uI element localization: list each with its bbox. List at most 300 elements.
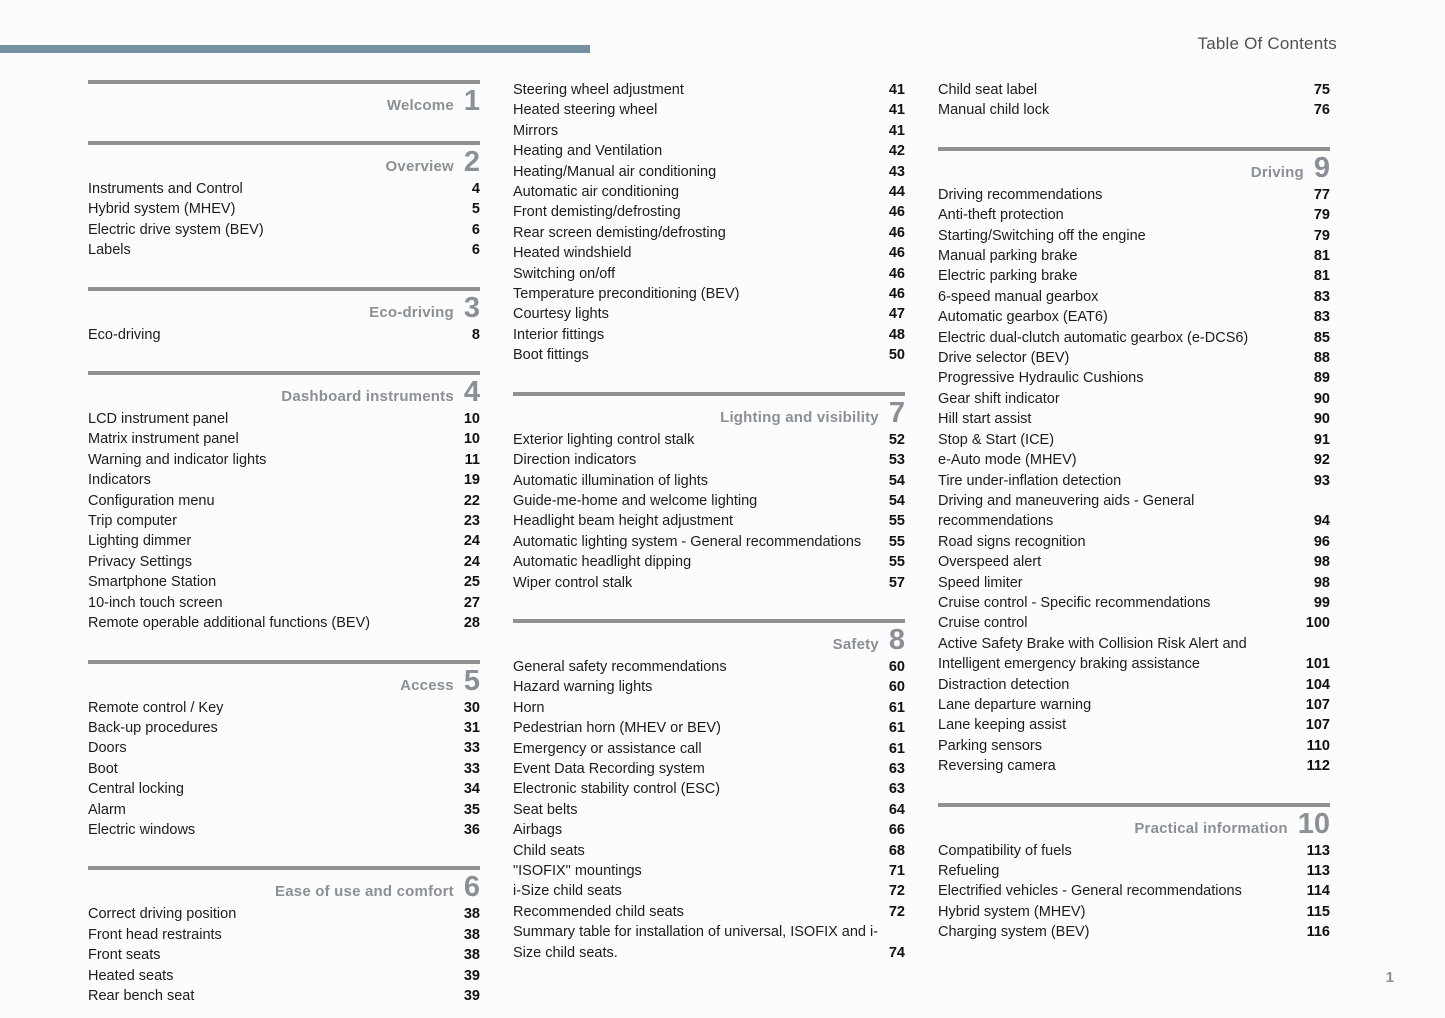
toc-entry[interactable] <box>938 389 1330 409</box>
toc-entry[interactable] <box>513 718 905 738</box>
toc-entry-label: Gear shift indicator <box>938 390 1060 407</box>
toc-entry-page: 30 <box>463 699 480 716</box>
toc-entry-page: 61 <box>888 740 905 757</box>
section-number: 1 <box>463 85 480 117</box>
toc-entry-page: 110 <box>1306 737 1330 754</box>
toc-entry[interactable] <box>88 593 480 613</box>
toc-entry-page: 114 <box>1306 883 1330 900</box>
toc-entry-label: Configuration menu <box>88 492 215 509</box>
toc-entry-label: Progressive Hydraulic Cushions <box>938 370 1144 387</box>
toc-entry-label: Heated windshield <box>513 245 632 262</box>
toc-entries <box>88 904 480 1006</box>
toc-entry-label: Charging system (BEV) <box>938 924 1090 941</box>
toc-entry-label: 6-speed manual gearbox <box>938 288 1099 305</box>
toc-entry-label: Speed limiter <box>938 574 1023 591</box>
toc-entry-label: Seat belts <box>513 801 578 818</box>
toc-entry-label: Exterior lighting control stalk <box>513 431 695 448</box>
toc-section <box>938 803 1330 943</box>
toc-entry[interactable] <box>513 471 905 491</box>
toc-entry-label: Back-up procedures <box>88 719 218 736</box>
toc-entry[interactable] <box>513 121 905 141</box>
toc-entry-page: 104 <box>1305 676 1330 693</box>
toc-entry-label: Manual child lock <box>938 102 1050 119</box>
toc-entry[interactable] <box>938 613 1330 633</box>
toc-entry-label: Driving recommendations <box>938 186 1103 203</box>
toc-entry[interactable] <box>938 348 1330 368</box>
section-rule <box>513 392 905 396</box>
toc-entry-label: Refueling <box>938 863 1000 879</box>
toc-entry[interactable] <box>513 657 905 677</box>
toc-entry[interactable] <box>938 756 1330 776</box>
toc-entry-page: 33 <box>463 760 480 777</box>
toc-entry[interactable] <box>513 345 905 365</box>
toc-entry-page: 75 <box>1313 82 1330 98</box>
toc-entry-page: 100 <box>1305 615 1330 632</box>
toc-entry-page: 38 <box>463 947 480 964</box>
toc-entry[interactable] <box>513 491 905 511</box>
toc-entry-label: Compatibility of fuels <box>938 842 1072 859</box>
section-header <box>88 148 480 176</box>
toc-entries <box>88 409 480 633</box>
toc-entry-label: Headlight beam height adjustment <box>513 513 734 530</box>
toc-entry-label: Automatic lighting system - General recommendations <box>513 533 862 550</box>
toc-entry-label: Automatic illumination of lights <box>513 472 709 489</box>
toc-entry-label: Switching on/off <box>513 265 616 282</box>
toc-entries <box>513 80 905 366</box>
toc-entry[interactable] <box>513 202 905 222</box>
toc-entry-page: 24 <box>463 553 480 570</box>
toc-entry-label: Instruments and Control <box>88 181 243 197</box>
toc-entry[interactable] <box>88 986 480 1006</box>
toc-entries <box>88 179 480 261</box>
section-rule <box>513 619 905 623</box>
toc-entry-label: Heated steering wheel <box>513 102 658 119</box>
toc-entry[interactable] <box>88 738 480 758</box>
section-header <box>513 396 905 429</box>
toc-entry-label: Driving and maneuvering aids - General recommendations <box>938 492 1195 530</box>
section-number: 3 <box>463 291 480 324</box>
toc-section <box>513 392 905 593</box>
toc-entry-label: Emergency or assistance call <box>513 740 702 757</box>
toc-entry-page: 60 <box>888 679 905 696</box>
toc-entry-page: 41 <box>888 122 905 139</box>
toc-section <box>88 371 480 633</box>
toc-entry-label: Horn <box>513 699 545 716</box>
toc-entry[interactable] <box>938 736 1330 756</box>
toc-entry-label: e-Auto mode (MHEV) <box>938 452 1077 469</box>
toc-entry-label: Eco-driving <box>88 326 161 343</box>
toc-entry[interactable] <box>938 246 1330 266</box>
toc-entry-label: Warning and indicator lights <box>88 451 267 468</box>
toc-entry-label: Lane departure warning <box>938 696 1092 713</box>
toc-entry[interactable] <box>88 552 480 572</box>
toc-entry-page: 98 <box>1313 554 1330 571</box>
toc-entry-page: 76 <box>1313 102 1330 119</box>
toc-entry-label: Stop & Start (ICE) <box>938 431 1055 448</box>
section-rule <box>88 141 480 145</box>
toc-entry-page: 83 <box>1313 309 1330 326</box>
toc-entry[interactable] <box>513 820 905 840</box>
toc-entry-label: i-Size child seats <box>513 883 622 900</box>
toc-entry[interactable] <box>938 695 1330 715</box>
toc-section <box>938 80 1330 121</box>
toc-entry-label: Rear screen demisting/defrosting <box>513 224 726 241</box>
toc-entry[interactable] <box>938 841 1330 861</box>
toc-entry-page: 72 <box>888 903 905 920</box>
toc-entry[interactable] <box>513 800 905 820</box>
section-title: Lighting and visibility <box>720 408 879 426</box>
toc-entry[interactable] <box>513 284 905 304</box>
section-number: 10 <box>1297 807 1330 840</box>
toc-entry[interactable] <box>938 861 1330 881</box>
toc-entry-label: Boot <box>88 760 118 777</box>
toc-entry-page: 113 <box>1306 842 1330 859</box>
toc-entry-page: 57 <box>888 574 905 591</box>
toc-entry[interactable] <box>88 470 480 490</box>
toc-section <box>88 80 480 115</box>
toc-entry-label: Electric windows <box>88 821 196 838</box>
toc-entry-page: 61 <box>888 699 905 716</box>
section-rule <box>88 287 480 291</box>
toc-entry[interactable] <box>938 205 1330 225</box>
toc-entry-label: Tire under-inflation detection <box>938 472 1122 489</box>
toc-entry-label: Heating and Ventilation <box>513 143 663 160</box>
toc-entry-page: 50 <box>888 347 905 364</box>
toc-entry[interactable] <box>513 243 905 263</box>
toc-entry-page: 8 <box>471 326 480 343</box>
toc-entry-label: Automatic air conditioning <box>513 184 680 201</box>
toc-entry-label: Correct driving position <box>88 906 237 923</box>
toc-entry-label: Child seats <box>513 842 585 859</box>
toc-entry-label: Central locking <box>88 781 184 798</box>
toc-entry-label: Rear bench seat <box>88 987 195 1004</box>
toc-entry[interactable] <box>938 593 1330 613</box>
toc-entry[interactable] <box>88 698 480 718</box>
toc-entry[interactable] <box>938 80 1330 100</box>
toc-entry[interactable] <box>938 922 1330 942</box>
toc-entry[interactable] <box>513 881 905 901</box>
toc-entry-label: Matrix instrument panel <box>88 431 239 448</box>
toc-entry[interactable] <box>513 841 905 861</box>
toc-entry-label: Event Data Recording system <box>513 760 705 777</box>
toc-entry-label: Electronic stability control (ESC) <box>513 781 721 798</box>
toc-entry-page: 79 <box>1313 207 1330 224</box>
toc-entry[interactable] <box>88 779 480 799</box>
toc-entry[interactable] <box>513 162 905 182</box>
toc-entry-page: 53 <box>888 452 905 469</box>
toc-entry-label: Electric parking brake <box>938 268 1078 285</box>
toc-entry[interactable] <box>513 182 905 202</box>
toc-entry[interactable] <box>938 328 1330 348</box>
toc-entry-page: 96 <box>1313 533 1330 550</box>
section-number: 7 <box>888 396 905 429</box>
toc-entry[interactable] <box>938 902 1330 922</box>
toc-entry[interactable] <box>88 220 480 240</box>
toc-entry[interactable] <box>938 573 1330 593</box>
toc-entry[interactable] <box>88 450 480 470</box>
toc-entry[interactable] <box>513 698 905 718</box>
section-header <box>88 87 480 115</box>
toc-entry[interactable] <box>513 922 905 963</box>
toc-entry[interactable] <box>938 307 1330 327</box>
toc-section <box>88 866 480 1006</box>
toc-entry[interactable] <box>513 100 905 120</box>
toc-entry[interactable] <box>938 368 1330 388</box>
toc-entry[interactable] <box>938 409 1330 429</box>
toc-entry-page: 63 <box>888 781 905 798</box>
toc-entry[interactable] <box>88 820 480 840</box>
toc-entry[interactable] <box>513 573 905 593</box>
section-number: 8 <box>888 623 905 656</box>
toc-entry-label: Overspeed alert <box>938 554 1042 571</box>
toc-section <box>513 619 905 963</box>
toc-entry[interactable] <box>513 902 905 922</box>
toc-entry-label: Child seat label <box>938 82 1038 98</box>
toc-entry[interactable] <box>88 179 480 199</box>
section-title: Practical information <box>1134 819 1288 837</box>
toc-entries <box>513 430 905 593</box>
toc-entry-label: Hill start assist <box>938 411 1032 428</box>
toc-entry-label: Hazard warning lights <box>513 679 653 696</box>
section-rule <box>938 803 1330 807</box>
section-header <box>88 871 480 904</box>
toc-entry-page: 6 <box>471 242 480 259</box>
toc-entry-page: 41 <box>888 82 905 98</box>
toc-entry-page: 11 <box>464 451 480 468</box>
toc-entry-label: Front demisting/defrosting <box>513 204 681 221</box>
toc-entry[interactable] <box>513 511 905 531</box>
toc-entry-label: Airbags <box>513 822 563 839</box>
section-number: 4 <box>463 376 480 409</box>
toc-entry-label: Lane keeping assist <box>938 717 1067 734</box>
toc-entry-page: 98 <box>1313 574 1330 591</box>
toc-entry[interactable] <box>88 718 480 738</box>
section-rule <box>88 660 480 664</box>
section-title: Ease of use and comfort <box>275 883 454 901</box>
toc-entry-label: Doors <box>88 740 127 757</box>
toc-entry[interactable] <box>938 491 1330 532</box>
toc-entry[interactable] <box>938 532 1330 552</box>
toc-entry[interactable] <box>88 409 480 429</box>
toc-entry[interactable] <box>938 430 1330 450</box>
toc-entry-page: 92 <box>1313 452 1330 469</box>
toc-entry-page: 22 <box>463 492 480 509</box>
toc-entry[interactable] <box>513 552 905 572</box>
accent-bar <box>0 45 590 53</box>
toc-entry-page: 46 <box>888 245 905 262</box>
toc-entry[interactable] <box>88 800 480 820</box>
toc-entry[interactable] <box>938 471 1330 491</box>
toc-entry[interactable] <box>88 925 480 945</box>
toc-entry[interactable] <box>938 287 1330 307</box>
toc-entry[interactable] <box>938 185 1330 205</box>
section-number: 2 <box>463 146 480 178</box>
section-number: 5 <box>463 664 480 697</box>
toc-entry-label: Reversing camera <box>938 758 1056 775</box>
toc-entry[interactable] <box>938 675 1330 695</box>
toc-entry-label: Distraction detection <box>938 676 1070 693</box>
toc-entry-label: Summary table for installation of universal, ISOFIX and i-Size child seats. <box>513 924 879 961</box>
toc-column <box>513 80 905 963</box>
toc-entry-page: 28 <box>463 615 480 632</box>
toc-entry-label: Pedestrian horn (MHEV or BEV) <box>513 720 721 737</box>
toc-entry-label: Privacy Settings <box>88 553 192 570</box>
toc-entries <box>938 841 1330 943</box>
toc-entry-page: 24 <box>463 533 480 550</box>
toc-entry[interactable] <box>938 226 1330 246</box>
toc-entry-page: 52 <box>888 431 905 448</box>
toc-entry[interactable] <box>938 634 1330 675</box>
toc-entry-label: Automatic gearbox (EAT6) <box>938 309 1108 326</box>
toc-entry-page: 48 <box>888 326 905 343</box>
toc-entry-page: 46 <box>888 265 905 282</box>
toc-entry[interactable] <box>513 677 905 697</box>
toc-entry-label: Courtesy lights <box>513 306 609 323</box>
toc-entry-page: 64 <box>888 801 905 818</box>
toc-entry-page: 101 <box>1305 656 1330 673</box>
toc-entry-label: Active Safety Brake with Collision Risk Alert and Intelligent emergency braking assistance <box>938 635 1247 673</box>
toc-section <box>88 287 480 345</box>
toc-entry[interactable] <box>88 531 480 551</box>
toc-entry[interactable] <box>88 759 480 779</box>
toc-entry[interactable] <box>513 759 905 779</box>
toc-entry-page: 44 <box>888 184 905 201</box>
toc-entry[interactable] <box>513 304 905 324</box>
toc-section <box>88 141 480 261</box>
toc-entry[interactable] <box>88 966 480 986</box>
toc-entry-page: 93 <box>1313 472 1330 489</box>
toc-entry-label: Manual parking brake <box>938 248 1078 265</box>
toc-entry-label: Electrified vehicles - General recommendations <box>938 883 1242 900</box>
section-header <box>88 664 480 697</box>
toc-section <box>88 660 480 841</box>
toc-entry-label: Cruise control - Specific recommendations <box>938 594 1211 611</box>
toc-entry-page: 4 <box>471 181 480 197</box>
section-title: Access <box>400 676 454 694</box>
toc-entry-label: General safety recommendations <box>513 658 727 675</box>
toc-entry[interactable] <box>938 715 1330 735</box>
toc-entry-label: Road signs recognition <box>938 533 1086 550</box>
toc-entry-page: 54 <box>888 492 905 509</box>
toc-entry[interactable] <box>938 450 1330 470</box>
toc-entry-page: 33 <box>463 740 480 757</box>
toc-entry[interactable] <box>513 325 905 345</box>
toc-entry-page: 74 <box>888 944 905 961</box>
toc-entry-page: 83 <box>1313 288 1330 305</box>
toc-entry-page: 27 <box>463 594 480 611</box>
toc-entry-page: 113 <box>1306 863 1330 879</box>
toc-entry[interactable] <box>513 80 905 100</box>
toc-entry-label: Remote control / Key <box>88 699 224 716</box>
toc-section <box>938 147 1330 777</box>
section-header <box>938 151 1330 184</box>
toc-entry-label: Front seats <box>88 947 161 964</box>
toc-entry-page: 89 <box>1313 370 1330 387</box>
toc-entry[interactable] <box>513 779 905 799</box>
toc-entry[interactable] <box>88 945 480 965</box>
toc-entry-page: 79 <box>1313 227 1330 244</box>
toc-entry-label: Heating/Manual air conditioning <box>513 163 717 180</box>
toc-entry-label: Direction indicators <box>513 452 637 469</box>
toc-entry[interactable] <box>938 552 1330 572</box>
toc-entry[interactable] <box>88 491 480 511</box>
toc-entry[interactable] <box>513 450 905 470</box>
toc-entry-page: 46 <box>888 286 905 303</box>
toc-entry-page: 81 <box>1313 248 1330 265</box>
toc-entry-label: Electric dual-clutch automatic gearbox (e-DCS6) <box>938 329 1249 346</box>
toc-entry-label: Starting/Switching off the engine <box>938 227 1146 244</box>
toc-entry-label: Smartphone Station <box>88 574 217 591</box>
toc-entry-page: 99 <box>1313 594 1330 611</box>
toc-entry[interactable] <box>513 861 905 881</box>
toc-entry[interactable] <box>513 739 905 759</box>
toc-entry[interactable] <box>513 532 905 552</box>
toc-entry-page: 39 <box>463 967 480 984</box>
toc-entry-page: 19 <box>463 472 480 489</box>
toc-entry-label: Labels <box>88 242 131 259</box>
toc-entry[interactable] <box>513 264 905 284</box>
toc-entries <box>938 80 1330 121</box>
section-title: Safety <box>832 635 879 653</box>
toc-entry-label: Alarm <box>88 801 126 818</box>
toc-entry-page: 38 <box>463 906 480 923</box>
toc-entry-label: Interior fittings <box>513 326 605 343</box>
toc-entry[interactable] <box>938 881 1330 901</box>
toc-entry-page: 31 <box>463 719 480 736</box>
section-header <box>938 807 1330 840</box>
toc-entry[interactable] <box>88 240 480 260</box>
toc-entry[interactable] <box>938 100 1330 120</box>
toc-entry[interactable] <box>88 613 480 633</box>
toc-entry-page: 10 <box>463 411 480 428</box>
toc-entry[interactable] <box>88 572 480 592</box>
toc-column <box>88 80 480 1006</box>
toc-entry[interactable] <box>88 429 480 449</box>
toc-entry-label: Trip computer <box>88 513 177 530</box>
section-title: Welcome <box>386 97 454 114</box>
toc-entry-page: 77 <box>1313 186 1330 203</box>
toc-entry-page: 63 <box>888 760 905 777</box>
toc-entry-label: Heated seats <box>88 967 174 984</box>
toc-entry-label: Cruise control <box>938 615 1028 632</box>
toc-entry-label: Guide-me-home and welcome lighting <box>513 492 758 509</box>
toc-entry-page: 72 <box>888 883 905 900</box>
toc-entry-page: 90 <box>1313 411 1330 428</box>
toc-entry-page: 6 <box>471 221 480 238</box>
toc-entry[interactable] <box>88 511 480 531</box>
toc-entry-label: Lighting dimmer <box>88 533 192 550</box>
toc-entry-label: Boot fittings <box>513 347 589 364</box>
section-rule <box>88 371 480 375</box>
toc-entry[interactable] <box>513 141 905 161</box>
toc-entry[interactable] <box>513 430 905 450</box>
toc-entry-label: 10-inch touch screen <box>88 594 223 611</box>
toc-entry[interactable] <box>88 904 480 924</box>
toc-entry[interactable] <box>513 223 905 243</box>
toc-entry-page: 34 <box>463 781 480 798</box>
toc-entry-label: Automatic headlight dipping <box>513 554 692 571</box>
toc-column <box>938 80 1330 943</box>
toc-entry-label: Front head restraints <box>88 926 222 943</box>
toc-entry[interactable] <box>938 266 1330 286</box>
toc-entry[interactable] <box>88 325 480 345</box>
section-header <box>513 623 905 656</box>
section-title: Eco-driving <box>369 303 454 321</box>
toc-entry-page: 107 <box>1305 696 1330 713</box>
toc-entry[interactable] <box>88 199 480 219</box>
toc-entry-label: Hybrid system (MHEV) <box>88 201 236 218</box>
toc-entry-page: 41 <box>888 102 905 119</box>
